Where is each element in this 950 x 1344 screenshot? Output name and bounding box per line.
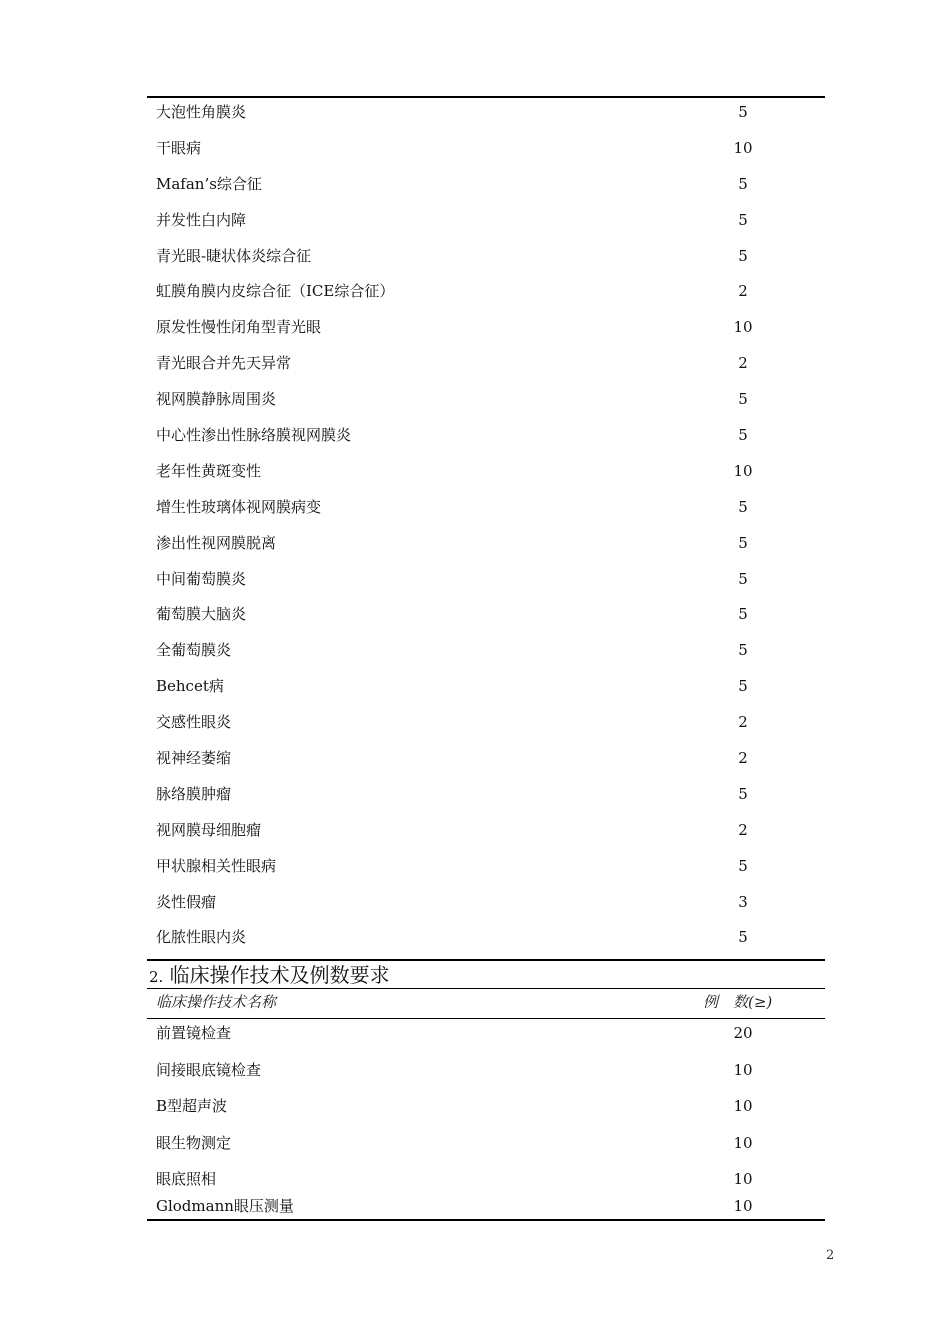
case-count: 5 (738, 569, 748, 588)
disease-name: Behcet病 (156, 677, 224, 696)
operation-name: 眼生物测定 (156, 1133, 232, 1152)
table-row (147, 1092, 825, 1129)
table-row (147, 1129, 825, 1166)
table-header (147, 989, 825, 1018)
operation-name: 前置镜检查 (156, 1024, 232, 1043)
case-count: 10 (733, 1060, 753, 1079)
table-row (147, 923, 825, 959)
case-count: 5 (738, 497, 748, 516)
section-number: 2. (149, 968, 164, 987)
table-row (147, 98, 825, 134)
table-row (147, 1165, 825, 1192)
case-count: 2 (738, 282, 748, 301)
table-row (147, 1019, 825, 1056)
table-row (147, 170, 825, 206)
disease-name: 化脓性眼内炎 (156, 928, 247, 947)
case-count: 10 (733, 318, 753, 337)
case-count: 2 (738, 820, 748, 839)
table-row (147, 134, 825, 170)
table-row (147, 493, 825, 529)
case-count: 5 (738, 641, 748, 660)
column-header-name: 临床操作技术名称 (156, 993, 277, 1012)
case-count: 5 (738, 784, 748, 803)
case-count: 2 (738, 713, 748, 732)
table-row (147, 385, 825, 421)
operations-table (147, 1019, 825, 1219)
disease-name: 青光眼合并先天异常 (156, 354, 292, 373)
table-row (147, 457, 825, 493)
disease-name: 并发性白内障 (156, 210, 247, 229)
table-row (147, 636, 825, 672)
disease-name: 虹膜角膜内皮综合征（ICE综合征） (156, 282, 395, 301)
disease-table (147, 98, 825, 959)
case-count: 5 (738, 390, 748, 409)
disease-name: 大泡性角膜炎 (156, 103, 247, 121)
operation-name: 眼底照相 (156, 1170, 217, 1189)
case-count: 5 (738, 533, 748, 552)
section-title (147, 961, 825, 988)
case-count: 3 (738, 892, 748, 911)
disease-name: 渗出性视网膜脱离 (156, 533, 277, 552)
disease-name: 老年性黄斑变性 (156, 461, 262, 480)
table-row (147, 565, 825, 601)
disease-name: 视网膜母细胞瘤 (156, 820, 262, 839)
disease-name: 葡萄膜大脑炎 (156, 605, 247, 624)
case-count: 10 (733, 1133, 753, 1152)
disease-name: 中心性渗出性脉络膜视网膜炎 (156, 426, 352, 445)
disease-name: 干眼病 (156, 138, 202, 157)
table-row (147, 421, 825, 457)
case-count: 5 (738, 174, 748, 193)
case-count: 5 (738, 677, 748, 696)
column-header-count: 例 数(≥) (703, 993, 773, 1012)
disease-name: 中间葡萄膜炎 (156, 569, 247, 588)
disease-name: 视神经萎缩 (156, 749, 232, 768)
case-count: 5 (738, 246, 748, 265)
disease-name: 视网膜静脉周围炎 (156, 390, 277, 409)
case-count: 5 (738, 928, 748, 947)
case-count: 5 (738, 103, 748, 121)
case-count: 20 (733, 1024, 753, 1043)
case-count: 5 (738, 426, 748, 445)
table-row (147, 780, 825, 816)
table-row (147, 852, 825, 888)
disease-name: Mafan’s综合征 (156, 174, 262, 193)
table-row (147, 277, 825, 313)
operation-name: 间接眼底镜检查 (156, 1060, 262, 1079)
disease-name: 脉络膜肿瘤 (156, 784, 232, 803)
case-count: 2 (738, 354, 748, 373)
table-row (147, 349, 825, 385)
case-count: 10 (733, 1197, 753, 1216)
section-title-text: 临床操作技术及例数要求 (169, 963, 390, 988)
disease-name: 全葡萄膜炎 (156, 641, 232, 660)
table-row (147, 1056, 825, 1093)
document-body (147, 96, 825, 1221)
table-row (147, 888, 825, 924)
operation-name: Glodmann眼压测量 (156, 1197, 294, 1216)
table-row (147, 242, 825, 278)
disease-name: 甲状腺相关性眼病 (156, 856, 277, 875)
table-row (147, 744, 825, 780)
case-count: 5 (738, 210, 748, 229)
disease-name: 炎性假瘤 (156, 892, 217, 911)
case-count: 10 (733, 1097, 753, 1116)
disease-name: 交感性眼炎 (156, 713, 232, 732)
case-count: 5 (738, 605, 748, 624)
table-row (147, 816, 825, 852)
operation-name: B型超声波 (156, 1097, 228, 1116)
table-row (147, 206, 825, 242)
case-count: 10 (733, 461, 753, 480)
case-count: 5 (738, 856, 748, 875)
table-row (147, 313, 825, 349)
table-row (147, 529, 825, 565)
case-count: 10 (733, 138, 753, 157)
table-row (147, 600, 825, 636)
disease-name: 青光眼-睫状体炎综合征 (156, 246, 312, 265)
disease-name: 增生性玻璃体视网膜病变 (156, 497, 322, 516)
table-row (147, 672, 825, 708)
disease-name: 原发性慢性闭角型青光眼 (156, 318, 322, 337)
page-number: 2 (826, 1248, 835, 1263)
case-count: 10 (733, 1170, 753, 1189)
table-row (147, 1192, 825, 1219)
case-count: 2 (738, 749, 748, 768)
table-row (147, 708, 825, 744)
